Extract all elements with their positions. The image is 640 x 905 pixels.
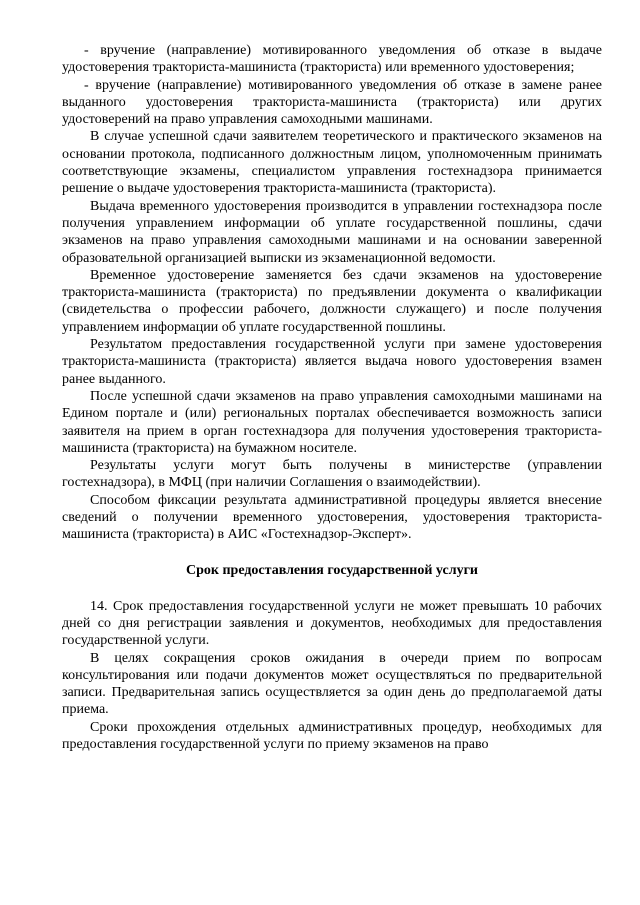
paragraph-refusal-replace-notice: - вручение (направление) мотивированного уведомления об отказе в замене ранее выданного удостоверения тракториста-машиниста (тракториста) или других удостоверений на право управления самоходными машинами. (62, 77, 602, 128)
paragraph-appointment-queue: В целях сокращения сроков ожидания в очереди прием по вопросам консультирования или подачи документов может осуществляться по предварительной записи. Предварительная запись осуществляется за один день до предполагаемой даты приема. (62, 650, 602, 718)
paragraph-temporary-certificate-replace: Временное удостоверение заменяется без сдачи экзаменов на удостоверение тракториста-машиниста (тракториста) по предъявлении документа о квалификации (свидетельства о профессии рабочего, должности служащего) и после получения управлением информации об уплате государственной пошлины. (62, 267, 602, 335)
paragraph-service-deadline: 14. Срок предоставления государственной услуги не может превышать 10 рабочих дней со дня регистрации заявления и документов, необходимых для предоставления государственной услуги. (62, 598, 602, 649)
paragraph-refusal-issue-notice: - вручение (направление) мотивированного уведомления об отказе в выдаче удостоверения тракториста-машиниста (тракториста) или временного удостоверения; (62, 43, 602, 76)
paragraph-result-recording-method: Способом фиксации результата административной процедуры является внесение сведений о получении временного удостоверения, удостоверения тракториста- машиниста (тракториста) в АИС «Гостехнадзор-Эксперт». (62, 492, 602, 543)
paragraph-successful-exams-decision: В случае успешной сдачи заявителем теоретического и практического экзаменов на основании протокола, подписанного должностным лицом, уполномоченным принимать соответствующие экзамены, специалистом управления гостехнадзора принимается решение о выдаче удостоверения тракториста-машиниста (тракториста). (62, 129, 602, 197)
section-heading: Срок предоставления государственной услуги (186, 562, 478, 578)
spacer (62, 544, 602, 562)
paragraph-results-obtained: Результаты услуги могут быть получены в министерстве (управлении гостехнадзора), в МФЦ (при наличии Соглашения о взаимодействии). (62, 458, 602, 491)
paragraph-portal-appointment: После успешной сдачи экзаменов на право управления самоходными машинами на Едином портале и (или) региональных порталах обеспечивается возможность записи заявителя на прием в орган гостехнадзора для получения удостоверения тракториста-машиниста (тракториста) на бумажном носителе. (62, 388, 602, 456)
paragraph-service-result-replacement: Результатом предоставления государственной услуги при замене удостоверения тракториста-машиниста (тракториста) является выдача нового удостоверения взамен ранее выданного. (62, 337, 602, 387)
document-body (62, 42, 602, 753)
spacer (62, 579, 602, 598)
paragraph-procedure-durations: Сроки прохождения отдельных административных процедур, необходимых для предоставления государственной услуги по приему экзаменов на право (62, 719, 602, 752)
paragraph-temporary-certificate-issue: Выдача временного удостоверения производится в управлении гостехнадзора после получения управлением информации об уплате государственной пошлины, сдачи экзаменов на право управления самоходными машинами и на основании заверенной образовательной организацией выписки из экзаменационной ведомости. (62, 198, 602, 266)
